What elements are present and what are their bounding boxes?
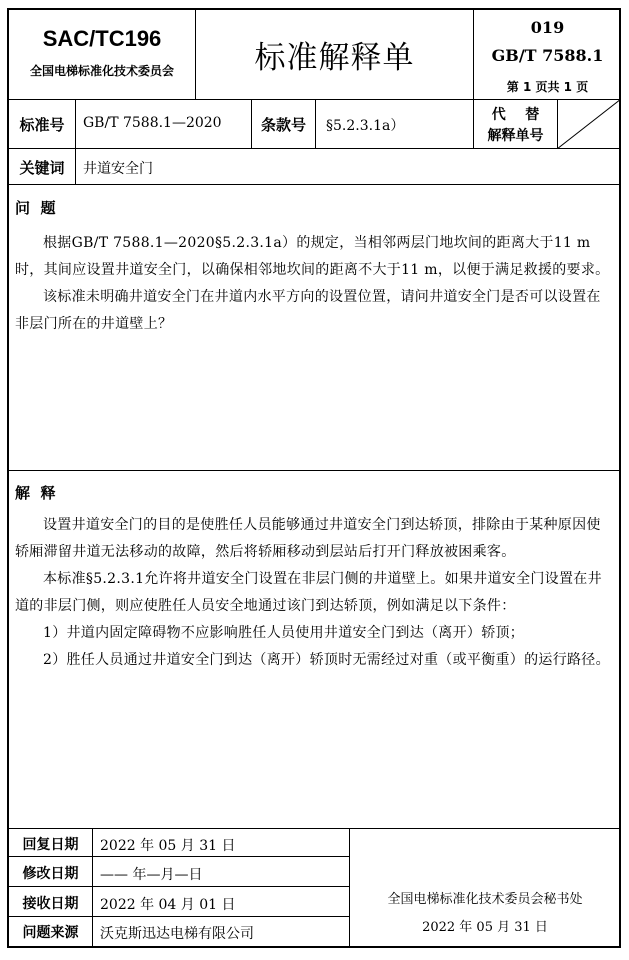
divider (7, 916, 349, 917)
clause-label: 条款号 (260, 116, 306, 134)
interpretation-form (7, 8, 621, 948)
form-title: 标准解释单 (254, 40, 415, 76)
reply-date-value: 2022 年 05 月 31 日 (100, 838, 236, 854)
question-body (15, 230, 612, 338)
divider (7, 828, 621, 829)
source-value: 沃克斯迅达电梯有限公司 (100, 926, 254, 942)
page-info: 第 1 页共 1 页 (506, 80, 589, 94)
answer-paragraph: 2）胜任人员通过井道安全门到达（离开）轿顶时无需经过对重（或平衡重）的运行路径。 (43, 652, 610, 668)
secretariat: 全国电梯标准化技术委员会秘书处 (387, 892, 583, 907)
replace-label-line1: 代 替 (491, 107, 540, 123)
empty-cell-slash (557, 99, 621, 149)
divider (7, 470, 621, 471)
divider (7, 148, 621, 149)
replace-label-line2: 解释单号 (487, 128, 544, 144)
secretariat-date: 2022 年 05 月 31 日 (422, 920, 548, 935)
org-name: 全国电梯标准化技术委员会 (29, 64, 174, 78)
divider (75, 99, 76, 185)
org-code: SAC/TC196 (42, 26, 162, 51)
reply-date-label: 回复日期 (22, 837, 79, 853)
answer-paragraph: 本标准§5.2.3.1允许将井道安全门设置在非层门侧的井道壁上。如果井道安全门设置在井道的非层门侧，则应使胜任人员安全地通过该门到达轿顶，例如满足以下条件： (15, 571, 602, 614)
divider (92, 828, 93, 948)
question-paragraph: 该标准未明确井道安全门在井道内水平方向的设置位置，请问井道安全门是否可以设置在非层门所在的井道壁上？ (15, 289, 601, 332)
divider (7, 886, 349, 887)
doc-standard: GB/T 7588.1 (491, 46, 604, 65)
standard-label: 标准号 (19, 116, 65, 134)
divider (7, 856, 349, 857)
answer-body (15, 512, 612, 674)
divider (7, 184, 621, 185)
source-label: 问题来源 (22, 925, 79, 941)
revise-date-value: —— 年—月—日 (100, 867, 203, 883)
answer-paragraph: 设置井道安全门的目的是使胜任人员能够通过井道安全门到达轿顶，排除由于某种原因使轿厢滞留井道无法移动的故障，然后将轿厢移动到层站后打开门释放被困乘客。 (15, 517, 601, 560)
receive-date-label: 接收日期 (22, 896, 79, 912)
revise-date-label: 修改日期 (22, 866, 79, 882)
receive-date-value: 2022 年 04 月 01 日 (100, 897, 236, 913)
answer-paragraph: 1）井道内固定障碍物不应影响胜任人员使用井道安全门到达（离开）轿顶； (43, 625, 525, 641)
divider (315, 99, 316, 149)
clause-value: §5.2.3.1a） (326, 118, 405, 134)
standard-value: GB/T 7588.1—2020 (83, 115, 222, 131)
question-paragraph: 根据GB/T 7588.1—2020§5.2.3.1a）的规定，当相邻两层门地坎间的距离大于11 m时，其间应设置井道安全门，以确保相邻地坎间的距离不大于11 m，以便于满足救援的要求。 (15, 235, 610, 278)
answer-heading: 解 释 (15, 484, 56, 502)
doc-number: 019 (530, 18, 565, 37)
keyword-label: 关键词 (19, 159, 65, 177)
keyword-value: 井道安全门 (83, 161, 153, 177)
question-heading: 问 题 (15, 199, 56, 217)
divider (7, 99, 621, 100)
